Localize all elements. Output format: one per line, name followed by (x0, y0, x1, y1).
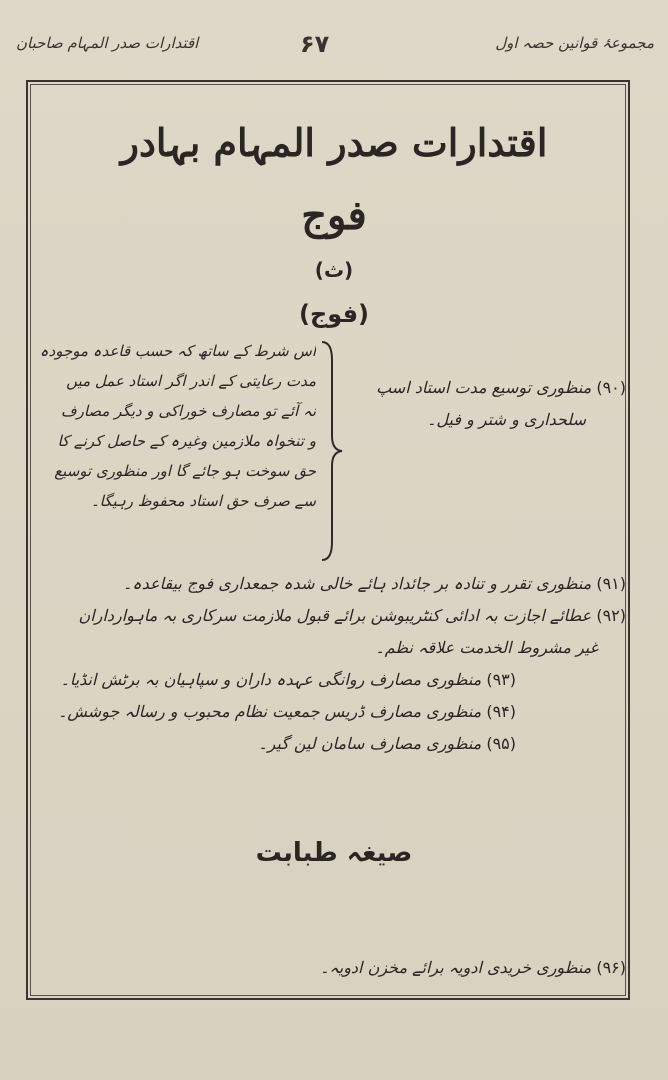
note-line: سے صرف حق استاد محفوظ رہیگا۔ (90, 492, 316, 510)
item-text: منظوری تقرر و تنادہ بر جائداد ہائے خالی شدہ جمعداری فوج بیقاعدہ۔ (122, 574, 592, 593)
note-line: مدت رعایتی کے اندر اگر استاد عمل میں (66, 372, 316, 390)
item-number: (۹۳) (486, 670, 516, 689)
running-header (0, 30, 668, 60)
item-text-line: سلحداری و شتر و فیل۔ (427, 410, 586, 429)
item-number: (۹۰) (596, 378, 626, 397)
item-number: (۹۶) (596, 958, 626, 977)
item-number: (۹۱) (596, 574, 626, 593)
item-list (46, 568, 626, 760)
item-96 (46, 958, 626, 977)
item-number: (۹۴) (486, 702, 516, 721)
page-subtitle: فوج (301, 192, 367, 239)
item-number: (۹۵) (486, 734, 516, 753)
page-number: ۶۷ (300, 30, 330, 58)
note-line: و تنخواہ ملازمین وغیرہ کے حاصل کرنے کا (57, 432, 316, 450)
curly-brace-icon (318, 340, 344, 562)
section-marker: (ث) (314, 258, 354, 282)
header-book-title: مجموعۂ قوانین حصہ اول (495, 34, 654, 52)
item-90 (336, 372, 626, 436)
list-item (46, 664, 626, 696)
list-item (46, 600, 626, 632)
list-item (46, 696, 626, 728)
note-line: اس شرط کے ساتھ کہ حسب قاعدہ موجودہ (39, 342, 316, 360)
section-heading: (فوج) (299, 300, 369, 328)
note-line: نہ آئے تو مصارف خوراکی و دیگر مصارف (61, 402, 316, 420)
item-number: (۹۲) (596, 606, 626, 625)
condition-note (36, 336, 316, 516)
note-line: حق سوخت ہو جائے گا اور منظوری توسیع (54, 462, 316, 480)
list-item (46, 728, 626, 760)
item-text: منظوری خریدی ادویہ برائے مخزن ادویہ۔ (320, 958, 592, 977)
header-chapter-title: اقتدارات صدر المہام صاحبان (16, 34, 199, 52)
item-text: منظوری مصارف روانگی عہدہ داران و سپاہیان بہ برٹش انڈیا۔ (60, 670, 482, 689)
item-text-line: منظوری توسیع مدت استاد اسپ (376, 378, 592, 397)
item-text: منظوری مصارف سامان لین گیر۔ (258, 734, 482, 753)
page-title: اقتدارات صدر المہام بہادر (120, 120, 548, 165)
item-text: غیر مشروط الخدمت علاقہ نظم۔ (375, 638, 598, 657)
department-heading: صیغہ طبابت (255, 838, 413, 868)
item-text: منظوری مصارف ڈریس جمعیت نظام محبوب و رسالہ جوشش۔ (58, 702, 482, 721)
list-item-continuation (46, 632, 626, 664)
list-item (46, 568, 626, 600)
item-text: عطائے اجازت بہ ادائی کنٹریبوشن برائے قبول ملازمت سرکاری بہ ماہوارداران (78, 606, 592, 625)
